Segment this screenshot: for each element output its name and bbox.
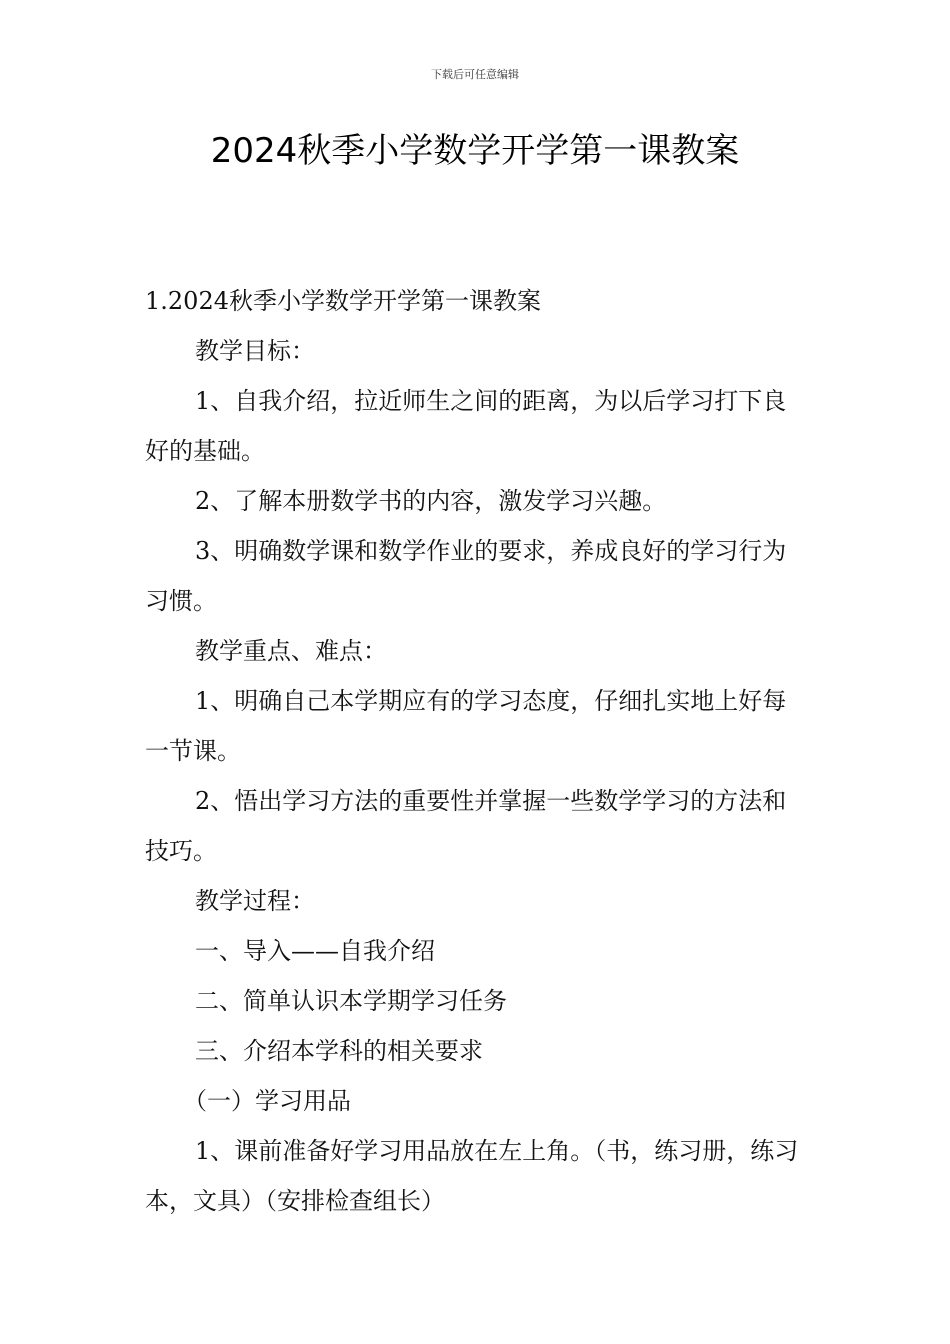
- process-step-1: 一、导入——自我介绍: [195, 937, 435, 965]
- heading-teaching-process: 教学过程：: [195, 887, 315, 915]
- heading-teaching-goals: 教学目标：: [195, 337, 315, 365]
- subheading-supplies: （一）学习用品: [183, 1087, 351, 1115]
- heading-key-points: 教学重点、难点：: [195, 637, 387, 665]
- process-step-2: 二、简单认识本学期学习任务: [195, 987, 507, 1015]
- supplies-item-1: 1、课前准备好学习用品放在左上角。（书，练习册，练习本，文具）（安排检查组长）: [145, 1137, 799, 1215]
- process-step-3: 三、介绍本学科的相关要求: [195, 1037, 483, 1065]
- goal-item-3: 3、明确数学课和数学作业的要求，养成良好的学习行为习惯。: [145, 537, 787, 615]
- goal-item-1: 1、自我介绍，拉近师生之间的距离，为以后学习打下良好的基础。: [145, 387, 787, 465]
- key-point-1: 1、明确自己本学期应有的学习态度，仔细扎实地上好每一节课。: [145, 687, 787, 765]
- document-title: 2024秋季小学数学开学第一课教案: [210, 131, 740, 171]
- key-point-2: 2、悟出学习方法的重要性并掌握一些数学学习的方法和技巧。: [145, 787, 787, 865]
- section-heading: 1.2024秋季小学数学开学第一课教案: [145, 287, 541, 315]
- header-note: 下载后可任意编辑: [431, 68, 519, 81]
- goal-item-2: 2、了解本册数学书的内容，激发学习兴趣。: [195, 487, 667, 515]
- document-body: [145, 276, 810, 1226]
